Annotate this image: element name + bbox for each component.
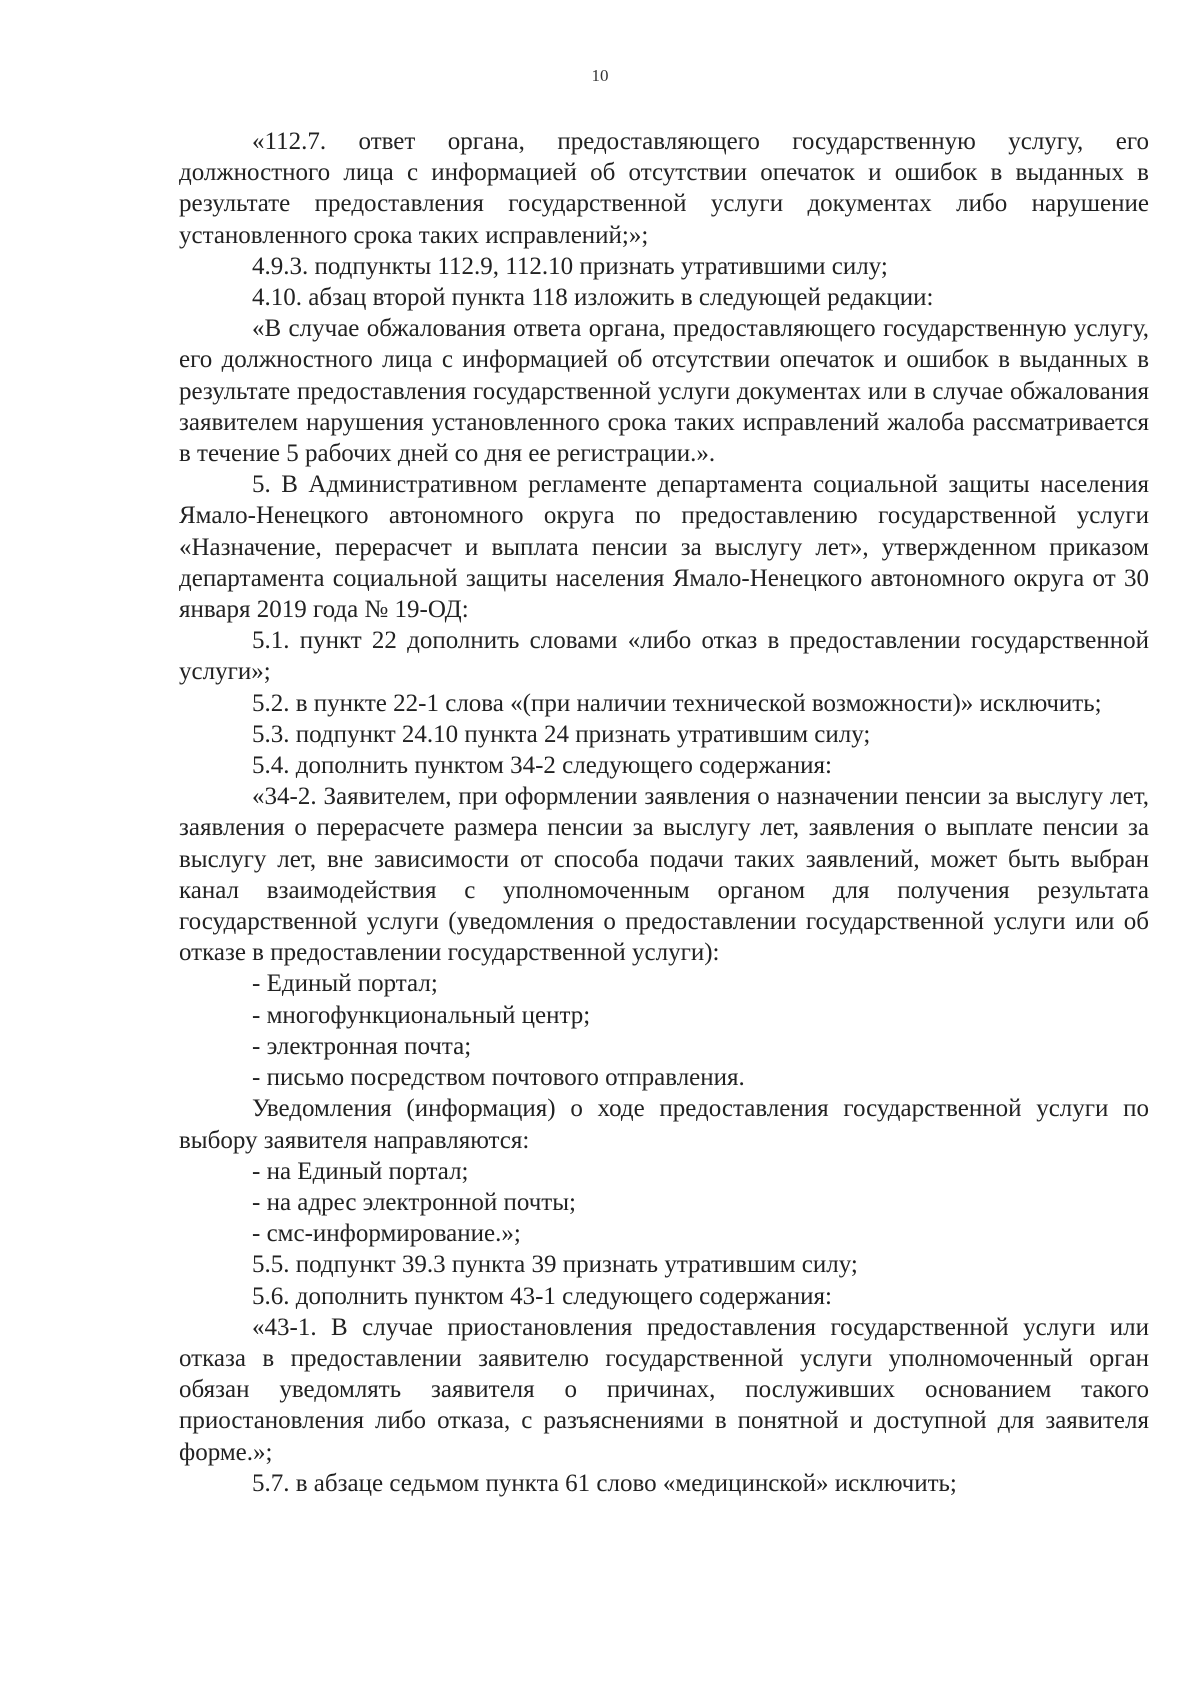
paragraph: 5.3. подпункт 24.10 пункта 24 признать утратившим силу; [252,720,871,748]
list-item: - на Единый портал; [252,1157,469,1185]
page-number: 10 [591,66,609,85]
list-item: - смс-информирование.»; [252,1220,521,1248]
document-body [179,126,1149,1499]
paragraph: 5.6. дополнить пунктом 43-1 следующего содержания: [252,1282,832,1310]
paragraph: «34-2. Заявителем, при оформлении заявления о назначении пенсии за выслугу лет, заявления о перерасчете размера пенсии за выслугу лет, заявления о выплате пенсии за выслугу лет, вне зависимости от способа подачи таких заявлений, может быть выбран канал взаимодействия с уполномоченным органом для получения результата государственной услуги (уведомления о предоставлении государственной услуги или об отказе в предоставлении государственной услуги): [179,783,1149,967]
paragraph: 5.1. пункт 22 дополнить словами «либо отказ в предоставлении государственной услуги»; [179,627,1149,686]
paragraph: 5.4. дополнить пунктом 34-2 следующего содержания: [252,752,832,780]
paragraph: 5.5. подпункт 39.3 пункта 39 признать утратившим силу; [252,1251,858,1279]
list-item: - письмо посредством почтового отправления. [252,1064,745,1092]
paragraph: Уведомления (информация) о ходе предоставления государственной услуги по выбору заявителя направляются: [179,1095,1149,1154]
paragraph: 5.2. в пункте 22-1 слова «(при наличии технической возможности)» исключить; [252,689,1102,717]
paragraph: «В случае обжалования ответа органа, предоставляющего государственную услугу, его должностного лица с информацией об отсутствии опечаток и ошибок в выданных в результате предоставления государственной услуги документах или в случае обжалования заявителем нарушения установленного срока таких исправлений жалоба рассматривается в течение 5 рабочих дней со дня ее регистрации.». [179,315,1149,468]
paragraph: 4.10. абзац второй пункта 118 изложить в следующей редакции: [252,284,934,312]
list-item: - на адрес электронной почты; [252,1188,576,1216]
paragraph: 5. В Административном регламенте департамента социальной защиты населения Ямало-Ненецкого автономного округа по предоставлению государственной услуги «Назначение, перерасчет и выплата пенсии за выслугу лет», утвержденном приказом департамента социальной защиты населения Ямало-Ненецкого автономного округа от 30 января 2019 года № 19-ОД: [179,471,1149,624]
paragraph: «43-1. В случае приостановления предоставления государственной услуги или отказа в предоставлении заявителю государственной услуги уполномоченный орган обязан уведомлять заявителя о причинах, послуживших основанием такого приостановления либо отказа, с разъяснениями в понятной и доступной для заявителя форме.»; [179,1313,1149,1466]
paragraph: «112.7. ответ органа, предоставляющего государственную услугу, его должностного лица с информацией об отсутствии опечаток и ошибок в выданных в результате предоставления государственной услуги документах либо нарушение установленного срока таких исправлений;»; [179,128,1149,249]
list-item: - электронная почта; [252,1032,472,1060]
paragraph: 4.9.3. подпункты 112.9, 112.10 признать утратившими силу; [252,252,888,280]
list-item: - Единый портал; [252,970,438,998]
paragraph: 5.7. в абзаце седьмом пункта 61 слово «медицинской» исключить; [252,1469,957,1497]
list-item: - многофункциональный центр; [252,1001,591,1029]
